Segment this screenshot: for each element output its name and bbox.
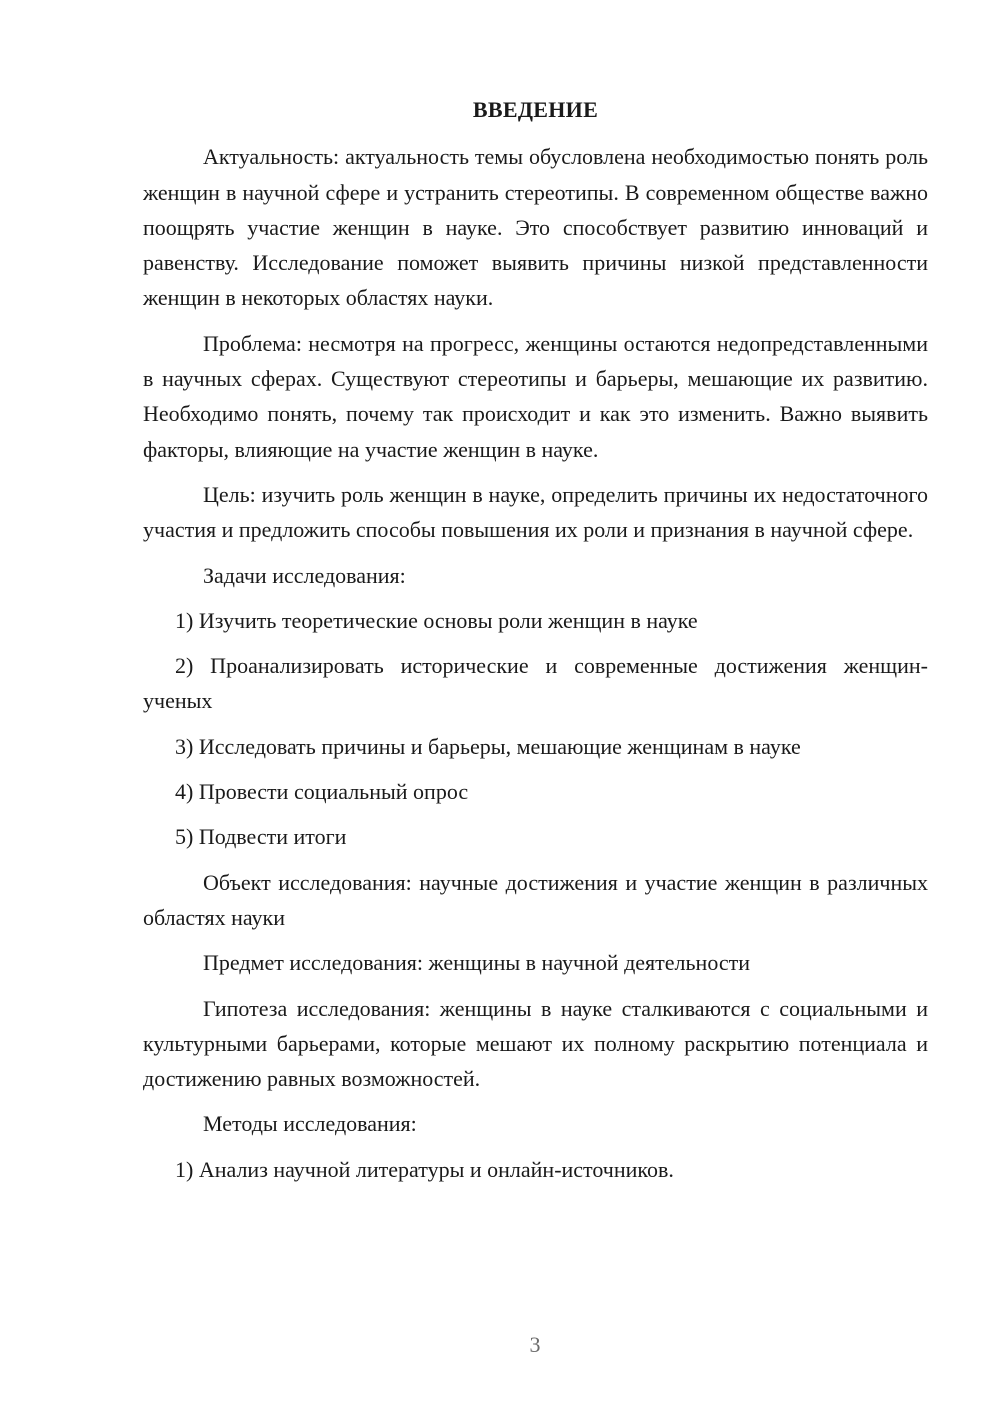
- page-title: ВВЕДЕНИЕ: [472, 97, 599, 122]
- hypothesis-paragraph: Гипотеза исследования: женщины в науке сталкиваются с социальными и культурными барьерами, которые мешают их полному раскрытию потенциала и достижению равных возможностей.: [143, 995, 928, 1092]
- task-item: 2) Проанализировать исторические и современные достижения женщин-ученых: [143, 653, 928, 714]
- object-paragraph: Объект исследования: научные достижения и участие женщин в различных областях науки: [143, 869, 928, 930]
- methods-heading: Методы исследования:: [203, 1111, 417, 1137]
- task-item: 1) Изучить теоретические основы роли женщин в науке: [175, 607, 698, 633]
- tasks-heading: Задачи исследования:: [203, 562, 406, 588]
- task-item: 4) Провести социальный опрос: [175, 779, 469, 805]
- page-number: 3: [529, 1332, 541, 1357]
- method-item: 1) Анализ научной литературы и онлайн-источников.: [175, 1156, 674, 1182]
- task-item: 5) Подвести итоги: [175, 824, 347, 850]
- task-item: 3) Исследовать причины и барьеры, мешающие женщинам в науке: [175, 733, 801, 759]
- relevance-paragraph: Актуальность: актуальность темы обусловлена необходимостью понять роль женщин в научной сфере и устранить стереотипы. В современном обществе важно поощрять участие женщин в науке. Это способствует развитию инноваций и равенству. Исследование поможет выявить причины низкой представленности женщин в некоторых областях науки.: [143, 144, 928, 311]
- problem-paragraph: Проблема: несмотря на прогресс, женщины остаются недопредставленными в научных сферах. Существуют стереотипы и барьеры, мешающие их развитию. Необходимо понять, почему так происходит и как это изменить. Важно выявить факторы, влияющие на участие женщин в науке.: [143, 330, 928, 462]
- document-body: [143, 92, 928, 1197]
- goal-paragraph: Цель: изучить роль женщин в науке, определить причины их недостаточного участия и предложить способы повышения их роли и признания в научной сфере.: [143, 481, 928, 543]
- subject-paragraph: Предмет исследования: женщины в научной деятельности: [203, 950, 751, 976]
